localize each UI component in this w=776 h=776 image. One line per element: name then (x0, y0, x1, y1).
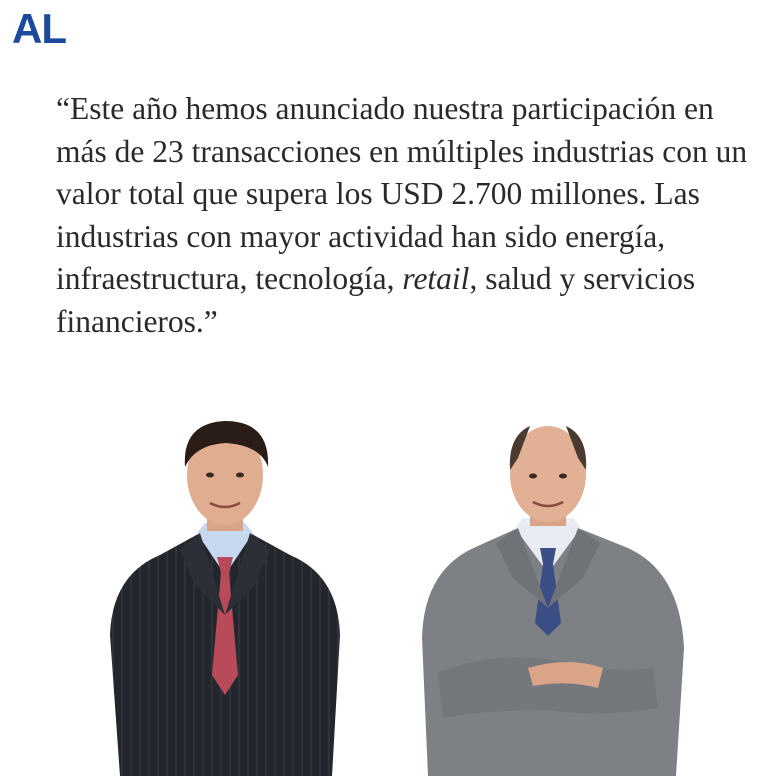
quote-text (56, 88, 756, 343)
quote-part-1: “Este año hemos anunciado nuestra participación en más de 23 transacciones en múltiples industrias con un valor total que supera los USD 2.700 millones. Las industrias con mayor actividad han sido energía, infraestructura, tecnología, (56, 91, 748, 296)
person-right-illustration (418, 418, 688, 776)
person-left-illustration (100, 415, 350, 776)
person-photo-right (418, 418, 688, 776)
quote-emphasis: retail (402, 261, 470, 296)
person-photo-left (100, 415, 350, 776)
quote-part-2: , salud y servicios financieros.” (56, 261, 696, 339)
brand-logo: AL (12, 5, 66, 52)
